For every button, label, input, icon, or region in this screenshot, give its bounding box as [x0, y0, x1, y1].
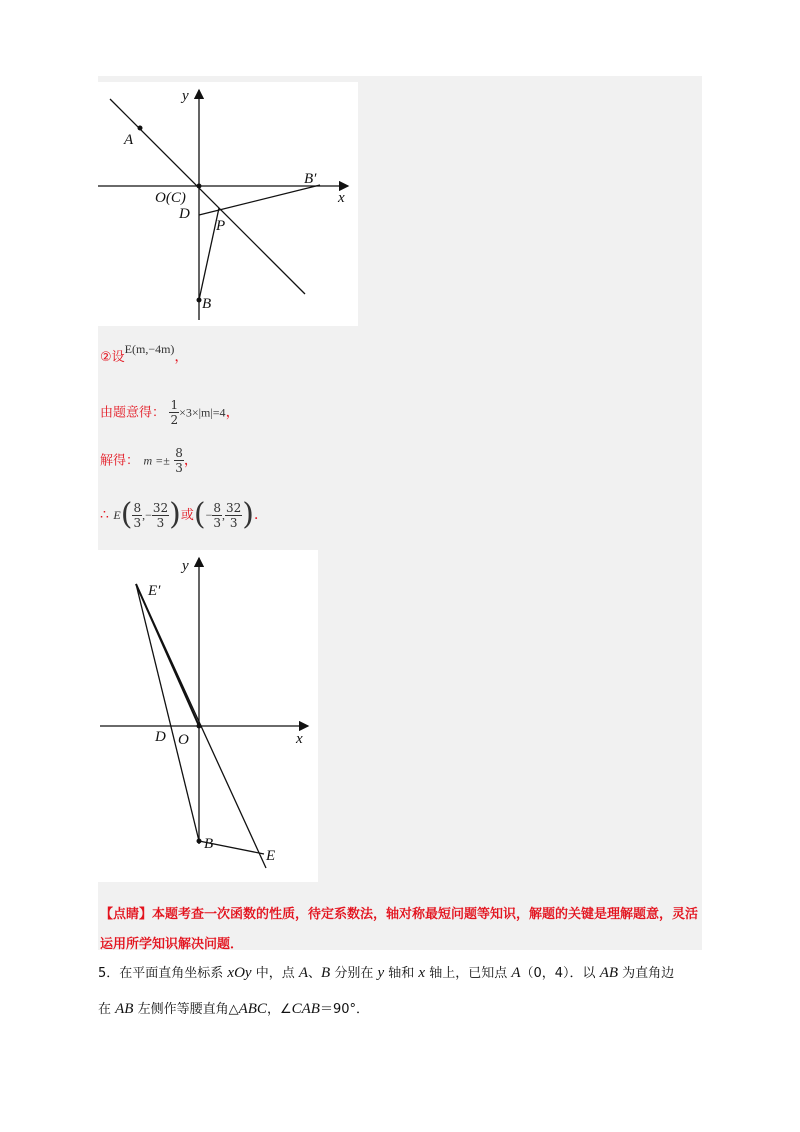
e2-y-denominator: 3: [229, 515, 238, 530]
q5-point-a: A: [511, 965, 521, 981]
step-4-line: [100, 446, 198, 475]
figure-1-svg: [98, 82, 358, 326]
step-4-sign: ±: [163, 453, 170, 468]
label-b: B: [202, 296, 212, 312]
paren-open-2: (: [193, 497, 206, 532]
figure-2-svg: [98, 550, 318, 882]
step-2-line: [100, 342, 189, 366]
label-d: D: [155, 729, 166, 745]
step-4-lhs: m =: [143, 453, 164, 468]
step-2-expr: E(m,−4m): [124, 342, 175, 356]
point-a: [138, 126, 143, 131]
denominator: 3: [175, 461, 183, 475]
q5-point-a: A: [298, 965, 308, 981]
e1-y-denominator: 3: [156, 515, 165, 530]
question-5-line-2: [98, 998, 718, 1018]
step-3-prefix: 由题意得：: [100, 405, 166, 421]
q5-text: 中，点: [251, 966, 299, 981]
label-b: B: [204, 836, 214, 852]
label-x: x: [296, 731, 303, 747]
step-3-suffix: ，: [225, 404, 240, 421]
e2-x-numerator: 8: [213, 500, 222, 515]
q5-point-b: B: [321, 965, 331, 981]
label-x: x: [338, 190, 345, 206]
q5-cab: CAB: [291, 1001, 320, 1017]
label-eprime: E′: [148, 583, 161, 599]
point-b: [197, 298, 202, 303]
step-4-prefix: 解得：: [100, 453, 140, 469]
figure-1: [98, 82, 358, 326]
point-b: [197, 839, 202, 844]
therefore-symbol: ∴: [100, 507, 109, 523]
comma-1: ,−: [142, 508, 152, 522]
fraction-e1-y: [152, 501, 169, 530]
q5-text: ＝90°．: [319, 1002, 369, 1017]
fraction-8-3: [174, 446, 184, 475]
step-5-suffix: ．: [254, 507, 269, 523]
comma-2: ,: [222, 508, 226, 522]
paren-close-1: ): [169, 497, 181, 532]
e1-y-numerator: 32: [152, 500, 169, 515]
e1-x-denominator: 3: [133, 515, 142, 530]
fraction-e1-x: [132, 501, 142, 530]
label-o: O: [178, 732, 189, 748]
point-e-label: E: [113, 508, 121, 522]
q5-text: 左侧作等腰直角△: [133, 1002, 239, 1017]
step-2-prefix: ②设: [100, 350, 125, 365]
q5-text: 在: [98, 1002, 116, 1017]
q5-text: 轴上，已知点: [425, 966, 512, 981]
key-point-note: 【点睛】本题考查一次函数的性质，待定系数法，轴对称最短问题等知识，解题的关键是理解题意，灵活运用所学知识解决问题．: [100, 907, 699, 952]
step-4-suffix: ，: [183, 452, 198, 469]
q5-text: 为直角边: [618, 966, 675, 981]
line-eprime-b: [136, 584, 199, 841]
e2-x-denominator: 3: [213, 515, 222, 530]
figure-2: [98, 550, 318, 882]
q5-xoy: xOy: [227, 965, 252, 981]
step-5-line: [100, 497, 269, 532]
paren-close-2: ): [242, 497, 255, 532]
line-eprime-origin: [136, 584, 199, 726]
label-y: y: [182, 558, 189, 574]
paren-open-1: (: [120, 497, 133, 532]
label-a: A: [124, 132, 134, 148]
q5-text: 轴和: [384, 966, 419, 981]
q5-text: 5．在平面直角坐标系: [98, 966, 228, 981]
q5-abc: ABC: [238, 1001, 267, 1017]
q5-x: x: [418, 965, 426, 981]
or-word: 或: [180, 508, 194, 523]
segment-d-bprime: [199, 185, 320, 215]
half-denominator: 2: [170, 413, 179, 427]
fraction-e2-y: [225, 501, 242, 530]
q5-text: 分别在: [330, 966, 378, 981]
label-y: y: [182, 88, 189, 104]
q5-ab: AB: [599, 965, 619, 981]
label-p: P: [216, 218, 226, 234]
half-numerator: 1: [170, 398, 179, 412]
fraction-half: [169, 398, 179, 427]
numerator: 8: [175, 446, 183, 460]
e1-x-numerator: 8: [133, 500, 142, 515]
label-oc: O(C): [155, 190, 186, 206]
e2-y-numerator: 32: [226, 500, 242, 515]
q5-text: 、: [308, 966, 322, 981]
q5-text: ，∠: [266, 1002, 292, 1017]
label-e: E: [266, 848, 276, 864]
negative-sign: −: [205, 508, 213, 522]
label-bprime: B′: [304, 171, 317, 187]
q5-ab: AB: [115, 1001, 134, 1017]
q5-text: （0，4）．以: [520, 966, 600, 981]
step-2-suffix: ，: [174, 349, 189, 365]
fraction-e2-x: [212, 501, 222, 530]
step-3-line: [100, 398, 240, 427]
question-5-line-1: [98, 962, 718, 982]
step-3-expr: ×3×|m|=4: [179, 405, 226, 420]
point-origin: [197, 724, 202, 729]
label-d: D: [179, 206, 190, 222]
point-origin: [197, 184, 202, 189]
q5-y: y: [377, 965, 385, 981]
